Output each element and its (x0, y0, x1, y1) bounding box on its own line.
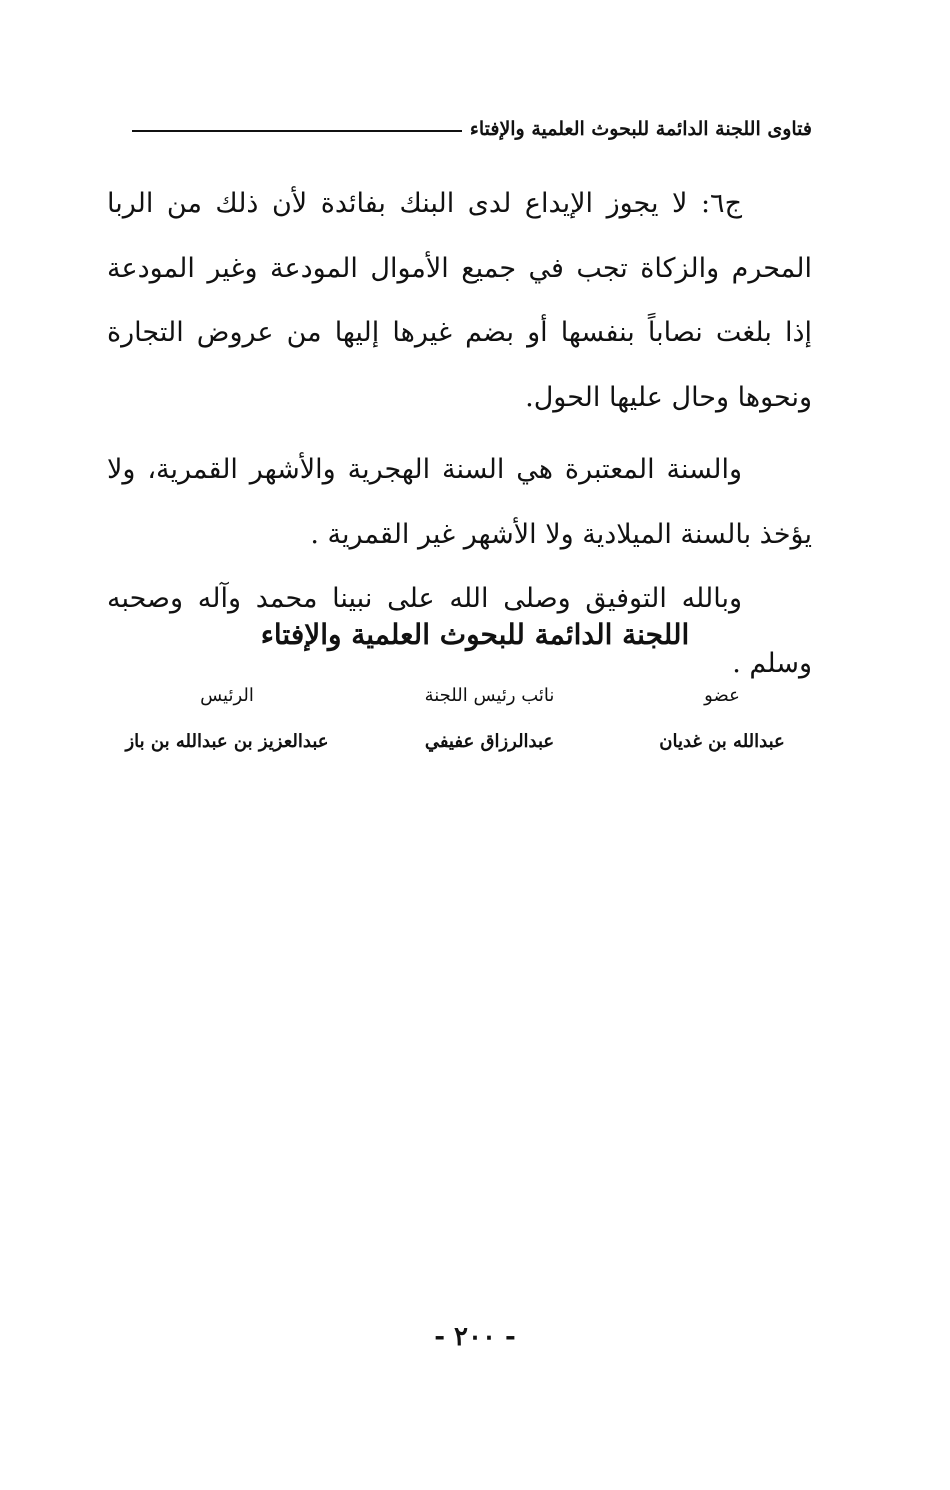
year-rule-paragraph: والسنة المعتبرة هي السنة الهجرية والأشهر القمرية، ولا يؤخذ بالسنة الميلادية ولا الأشهر غير القمرية . (107, 454, 812, 550)
running-header (132, 112, 812, 146)
signatory-role: عضو (704, 685, 740, 706)
signatures-block (107, 682, 812, 756)
running-header-title: فتاوى اللجنة الدائمة للبحوث العلمية والإفتاء (469, 118, 812, 140)
closing-paragraph: وبالله التوفيق وصلى الله على نبينا محمد وآله وصحبه وسلم . (107, 583, 812, 679)
answer-paragraph: ج٦: لا يجوز الإيداع لدى البنك بفائدة لأن ذلك من الربا المحرم والزكاة تجب في جميع الأموال المودعة وغير المودعة إذا بلغت نصاباً بنفسها أو بضم غيرها إليها من عروض التجارة ونحوها وحال عليها الحول. (107, 188, 812, 413)
signatory-name: عبدالعزيز بن عبدالله بن باز (125, 731, 329, 752)
signatory-member (632, 682, 812, 756)
signatory-deputy-chair (390, 682, 590, 756)
header-rule (132, 130, 462, 132)
page-number: - ٢٠٠ - (434, 1322, 516, 1352)
signatory-chair (107, 682, 347, 756)
signatory-role: الرئيس (200, 685, 254, 706)
committee-title: اللجنة الدائمة للبحوث العلمية والإفتاء (260, 618, 690, 651)
signatory-name: عبدالله بن غديان (659, 731, 785, 752)
signatory-role: نائب رئيس اللجنة (424, 685, 555, 706)
signatory-name: عبدالرزاق عفيفي (424, 731, 555, 752)
